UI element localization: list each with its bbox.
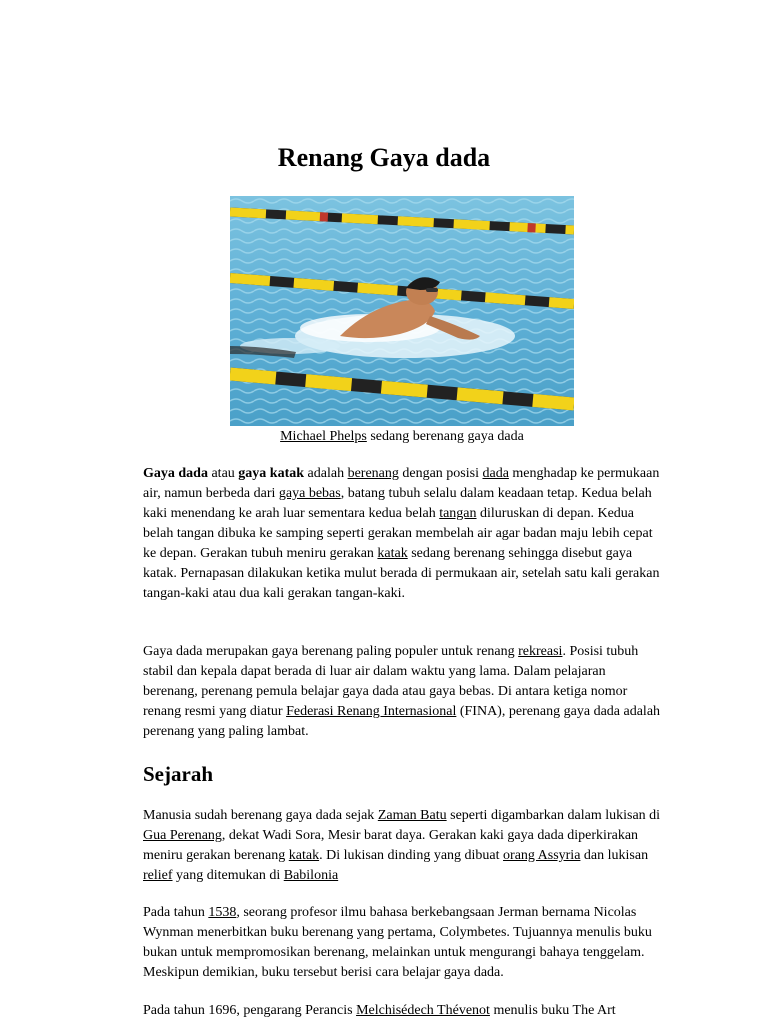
link-katak-2[interactable]: katak <box>288 848 320 863</box>
page-title: Renang Gaya dada <box>277 143 491 172</box>
text: , seorang profesor ilmu bahasa berkebangsaan Jerman bernama Nicolas Wynman menerbitkan buku berenang yang pertama, Colymbetes. Tujuannya menulis buku bukan untuk mempromosikan berenang, melainkan untuk mengurangi bahaya tenggelam. Meskipun demikian, buku tersebut berisi cara belajar gaya dada. <box>143 905 652 980</box>
link-babilonia[interactable]: Babilonia <box>283 868 339 883</box>
section-heading-sejarah: Sejarah <box>143 762 213 786</box>
link-katak[interactable]: katak <box>377 546 408 561</box>
paragraph-history-1 <box>143 806 663 886</box>
text: dengan posisi <box>398 466 483 481</box>
text: Pada tahun <box>143 905 209 920</box>
link-1538[interactable]: 1538 <box>208 905 237 920</box>
text: . Posisi tubuh stabil dan kepala dapat berada di luar air dalam waktu yang lama. Dalam pelajaran berenang, perenang pemula belajar gaya dada atau gaya bebas. Di antara ketiga nomor renang resmi yang diatur <box>143 644 639 719</box>
text: Gaya dada merupakan gaya berenang paling populer untuk renang <box>143 644 519 659</box>
link-gaya-bebas[interactable]: gaya bebas <box>278 486 341 501</box>
swimmer-photo <box>230 196 574 426</box>
text: . Di lukisan dinding yang dibuat <box>319 848 504 863</box>
text: menulis buku The Art <box>489 1003 616 1018</box>
term-gaya-dada: Gaya dada <box>143 466 208 481</box>
link-federasi-renang-internasional[interactable]: Federasi Renang Internasional <box>286 704 457 719</box>
paragraph-intro <box>143 464 663 604</box>
text: atau <box>207 466 239 481</box>
text: Manusia sudah berenang gaya dada sejak <box>143 808 378 823</box>
text: diluruskan di depan. Kedua belah tangan dibuka ke samping seperti gerakan membelah air agar badan maju lebih cepat ke depan. Gerakan tubuh meniru gerakan <box>143 506 653 561</box>
text: Pada tahun 1696, pengarang Perancis <box>143 1003 357 1018</box>
text: seperti digambarkan dalam lukisan di <box>446 808 661 823</box>
text: , dekat Wadi Sora, Mesir barat daya. Gerakan kaki gaya dada diperkirakan meniru gerakan berenang <box>143 828 639 863</box>
text: yang ditemukan di <box>172 868 284 883</box>
link-melchisedech-thevenot[interactable]: Melchisédech Thévenot <box>356 1003 490 1018</box>
link-zaman-batu[interactable]: Zaman Batu <box>377 808 447 823</box>
text: (FINA), perenang gaya dada adalah perenang yang paling lambat. <box>143 704 661 739</box>
photo-caption <box>0 428 768 446</box>
text: dan lukisan <box>580 848 649 863</box>
link-gua-perenang[interactable]: Gua Perenang <box>143 828 222 843</box>
text: sedang berenang sehingga disebut gaya katak. Pernapasan dilakukan ketika mulut berada di permukaan air, setelah satu kali gerakan tangan-kaki atau dua kali gerakan tangan-kaki. <box>143 546 660 601</box>
link-rekreasi[interactable]: rekreasi <box>518 644 563 659</box>
paragraph-history-2 <box>143 903 663 983</box>
link-relief[interactable]: relief <box>143 868 173 883</box>
link-orang-assyria[interactable]: orang Assyria <box>503 848 581 863</box>
link-michael-phelps[interactable]: Michael Phelps <box>280 429 367 444</box>
paragraph-popularity <box>143 642 663 742</box>
caption-text: sedang berenang gaya dada <box>366 429 524 444</box>
text: menghadap ke permukaan air, namun berbeda dari <box>143 466 660 501</box>
text: adalah <box>304 466 348 481</box>
text: , batang tubuh selalu dalam keadaan tetap. Kedua belah kaki menendang ke arah luar sementara kedua belah <box>143 486 652 521</box>
term-gaya-katak: gaya katak <box>238 466 305 481</box>
link-dada[interactable]: dada <box>482 466 509 481</box>
paragraph-history-3 <box>143 1001 663 1021</box>
link-tangan[interactable]: tangan <box>439 506 477 521</box>
link-berenang[interactable]: berenang <box>347 466 399 481</box>
